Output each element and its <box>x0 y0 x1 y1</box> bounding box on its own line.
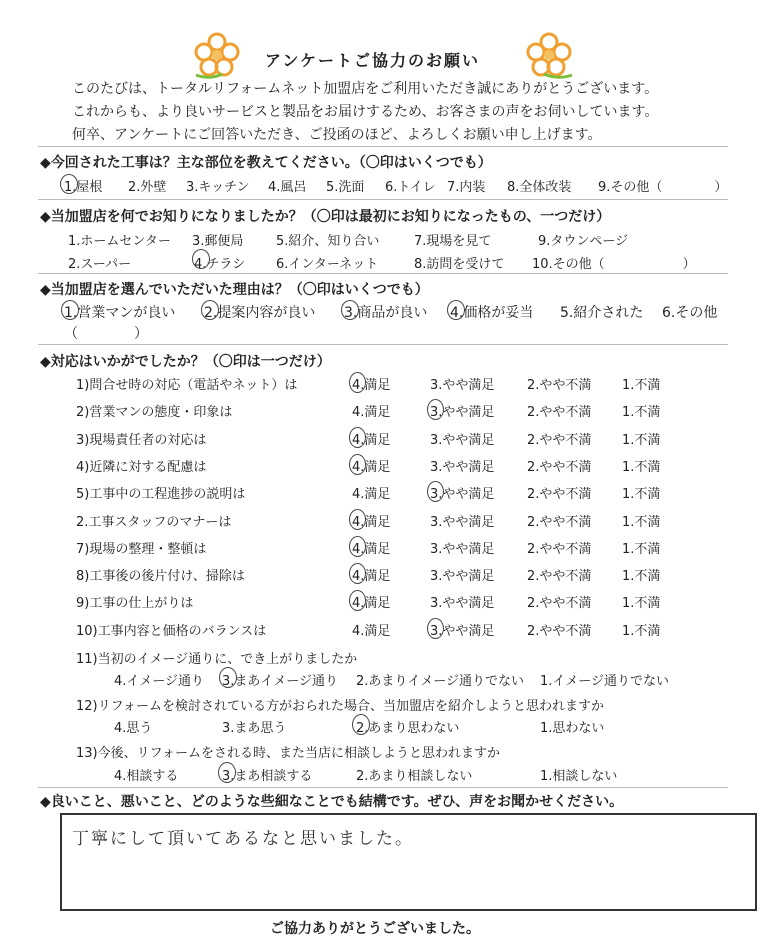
q1-option[interactable]: 2.外壁 <box>128 180 167 195</box>
comment-text: 丁寧にして頂いてあるなと思いました。 <box>72 829 414 849</box>
divider <box>38 344 728 345</box>
rating-option[interactable]: 3.やや満足 <box>430 624 495 639</box>
rating-option[interactable]: 3.やや満足 <box>430 569 495 584</box>
q3-heading: ◆当加盟店を選んでいただいた理由は？（〇印はいくつでも） <box>40 282 429 298</box>
rating-option[interactable]: 2.やや不満 <box>527 624 592 639</box>
rating-option[interactable]: 3.やや満足 <box>430 596 495 611</box>
rating-item-label: 3)現場責任者の対応は <box>76 433 207 448</box>
q2-option[interactable]: 7.現場を見て <box>414 234 492 249</box>
q2-option[interactable]: 3.郵便局 <box>192 234 244 249</box>
q1-option[interactable]: 8.全体改装 <box>507 180 572 195</box>
page-title: アンケートご協力のお願い <box>265 51 481 70</box>
rating-option[interactable]: 4.満足 <box>352 596 391 611</box>
rating-option[interactable]: 1.不満 <box>622 569 661 584</box>
q2-option[interactable]: 9.タウンページ <box>538 234 629 249</box>
rating-item-label: 1)問合せ時の対応（電話やネット）は <box>76 378 298 393</box>
q13-option[interactable]: 2.あまり相談しない <box>356 769 473 784</box>
q1-option[interactable]: 5.洗面 <box>326 180 365 195</box>
rating-item-label: 2)営業マンの態度・印象は <box>76 405 233 420</box>
answer-circle-mark <box>60 174 78 194</box>
rating-option[interactable]: 3.やや満足 <box>430 405 495 420</box>
q5-heading: ◆良いこと、悪いこと、どのような些細なことでも結構です。ぜひ、声をお聞かせください。 <box>40 794 624 810</box>
q3-option[interactable]: 5.紹介された <box>560 305 644 321</box>
q3-option[interactable]: 6.その他 <box>662 305 718 321</box>
answer-circle-mark <box>192 249 210 269</box>
divider <box>38 199 728 200</box>
answer-circle-mark <box>349 372 366 393</box>
q3-other-paren: （ ） <box>64 326 148 342</box>
q11-option[interactable]: 3.まあイメージ通り <box>222 674 339 689</box>
q3-option[interactable]: 1.営業マンが良い <box>64 305 176 321</box>
divider <box>38 787 728 788</box>
q3-option[interactable]: 3.商品が良い <box>344 305 428 321</box>
q13-option[interactable]: 4.相談する <box>114 769 179 784</box>
q2-option[interactable]: 5.紹介、知り合い <box>276 234 380 249</box>
rating-item-label: 5)工事中の工程進捗の説明は <box>76 487 246 502</box>
q12-label: 12)リフォームを検討されている方がおられた場合、当加盟店を紹介しようと思われますか <box>76 699 604 714</box>
q2-option[interactable]: 2.スーパー <box>68 257 132 272</box>
answer-circle-mark <box>427 481 444 502</box>
rating-option[interactable]: 4.満足 <box>352 487 391 502</box>
rating-option[interactable]: 1.不満 <box>622 460 661 475</box>
q2-option[interactable]: 10.その他（ ） <box>532 257 696 272</box>
q13-option[interactable]: 1.相談しない <box>540 769 618 784</box>
rating-option[interactable]: 2.やや不満 <box>527 596 592 611</box>
q11-option[interactable]: 2.あまりイメージ通りでない <box>356 674 525 689</box>
answer-circle-mark <box>349 590 366 611</box>
rating-option[interactable]: 4.満足 <box>352 624 391 639</box>
answer-circle-mark <box>349 563 366 584</box>
rating-item-label: 2.工事スタッフのマナーは <box>76 515 232 530</box>
answer-circle-mark <box>349 536 366 557</box>
q11-label: 11)当初のイメージ通りに、でき上がりましたか <box>76 652 358 667</box>
flower-left-icon <box>190 30 245 80</box>
q12-option[interactable]: 3.まあ思う <box>222 721 287 736</box>
rating-item-label: 10)工事内容と価格のバランスは <box>76 624 267 639</box>
footer-thanks: ご協力ありがとうございました。 <box>270 921 480 937</box>
rating-option[interactable]: 2.やや不満 <box>527 405 592 420</box>
answer-circle-mark <box>349 509 366 530</box>
answer-circle-mark <box>218 762 236 783</box>
intro-line-3: 何卒、アンケートにご回答いただき、ご投函のほど、よろしくお願い申し上げます。 <box>72 127 602 143</box>
rating-option[interactable]: 3.やや満足 <box>430 515 495 530</box>
q1-option[interactable]: 9.その他（ ） <box>598 180 728 195</box>
q4-heading: ◆対応はいかがでしたか？（〇印は一つだけ） <box>40 354 331 370</box>
q1-option[interactable]: 6.トイレ <box>385 180 436 195</box>
rating-option[interactable]: 4.満足 <box>352 378 391 393</box>
q11-option[interactable]: 1.イメージ通りでない <box>540 674 670 689</box>
answer-circle-mark <box>349 427 366 448</box>
rating-item-label: 4)近隣に対する配慮は <box>76 460 207 475</box>
rating-option[interactable]: 1.不満 <box>622 515 661 530</box>
q2-option[interactable]: 4.チラシ <box>194 257 246 272</box>
rating-option[interactable]: 1.不満 <box>622 433 661 448</box>
q3-option[interactable]: 4.価格が妥当 <box>450 305 534 321</box>
rating-item-label: 8)工事後の後片付け、掃除は <box>76 569 245 584</box>
q2-option[interactable]: 8.訪問を受けて <box>414 257 505 272</box>
rating-option[interactable]: 3.やや満足 <box>430 487 495 502</box>
divider <box>38 146 728 147</box>
answer-circle-mark <box>352 714 370 735</box>
q1-option[interactable]: 1.屋根 <box>64 180 103 195</box>
q12-option[interactable]: 4.思う <box>114 721 153 736</box>
q1-heading: ◆今回された工事は？主な部位を教えてください。（〇印はいくつでも） <box>40 155 492 171</box>
q11-option[interactable]: 4.イメージ通り <box>114 674 205 689</box>
rating-option[interactable]: 4.満足 <box>352 515 391 530</box>
intro-line-1: このたびは、トータルリフォームネット加盟店をご利用いただき誠にありがとうございます。 <box>72 81 659 97</box>
q13-option[interactable]: 3.まあ相談する <box>222 769 313 784</box>
rating-option[interactable]: 4.満足 <box>352 433 391 448</box>
q1-option[interactable]: 7.内装 <box>447 180 486 195</box>
answer-circle-mark <box>201 300 219 320</box>
rating-option[interactable]: 2.やや不満 <box>527 433 592 448</box>
rating-option[interactable]: 2.やや不満 <box>527 542 592 557</box>
rating-option[interactable]: 2.やや不満 <box>527 569 592 584</box>
answer-circle-mark <box>427 618 444 639</box>
rating-option[interactable]: 1.不満 <box>622 378 661 393</box>
q2-option[interactable]: 1.ホームセンター <box>68 234 171 249</box>
flower-right-icon <box>522 30 577 80</box>
divider <box>38 273 728 274</box>
rating-option[interactable]: 3.やや満足 <box>430 542 495 557</box>
rating-option[interactable]: 4.満足 <box>352 460 391 475</box>
rating-option[interactable]: 1.不満 <box>622 596 661 611</box>
rating-option[interactable]: 4.満足 <box>352 569 391 584</box>
q12-option[interactable]: 2.あまり思わない <box>356 721 460 736</box>
rating-option[interactable]: 1.不満 <box>622 487 661 502</box>
rating-item-label: 7)現場の整理・整頓は <box>76 542 207 557</box>
rating-option[interactable]: 4.満足 <box>352 542 391 557</box>
rating-option[interactable]: 4.満足 <box>352 405 391 420</box>
rating-item-label: 9)工事の仕上がりは <box>76 596 194 611</box>
rating-option[interactable]: 3.やや満足 <box>430 378 495 393</box>
rating-option[interactable]: 2.やや不満 <box>527 460 592 475</box>
rating-option[interactable]: 2.やや不満 <box>527 378 592 393</box>
rating-option[interactable]: 2.やや不満 <box>527 515 592 530</box>
q3-option[interactable]: 2.提案内容が良い <box>204 305 316 321</box>
q2-option[interactable]: 6.インターネット <box>276 257 379 272</box>
rating-option[interactable]: 1.不満 <box>622 542 661 557</box>
q12-option[interactable]: 1.思わない <box>540 721 605 736</box>
q1-option[interactable]: 4.風呂 <box>268 180 307 195</box>
answer-circle-mark <box>219 667 237 688</box>
answer-circle-mark <box>349 454 366 475</box>
answer-circle-mark <box>61 300 79 320</box>
q2-heading: ◆当加盟店を何でお知りになりましたか？（〇印は最初にお知りになったもの、一つだけ） <box>40 209 611 225</box>
q13-label: 13)今後、リフォームをされる時、また当店に相談しようと思われますか <box>76 746 500 761</box>
rating-option[interactable]: 3.やや満足 <box>430 460 495 475</box>
q1-option[interactable]: 3.キッチン <box>186 180 250 195</box>
answer-circle-mark <box>447 300 465 320</box>
intro-line-2: これからも、より良いサービスと製品をお届けするため、お客さまの声をお伺いしています。 <box>72 104 659 120</box>
answer-circle-mark <box>341 300 359 320</box>
rating-option[interactable]: 3.やや満足 <box>430 433 495 448</box>
rating-option[interactable]: 2.やや不満 <box>527 487 592 502</box>
answer-circle-mark <box>427 399 444 420</box>
rating-option[interactable]: 1.不満 <box>622 624 661 639</box>
rating-option[interactable]: 1.不満 <box>622 405 661 420</box>
